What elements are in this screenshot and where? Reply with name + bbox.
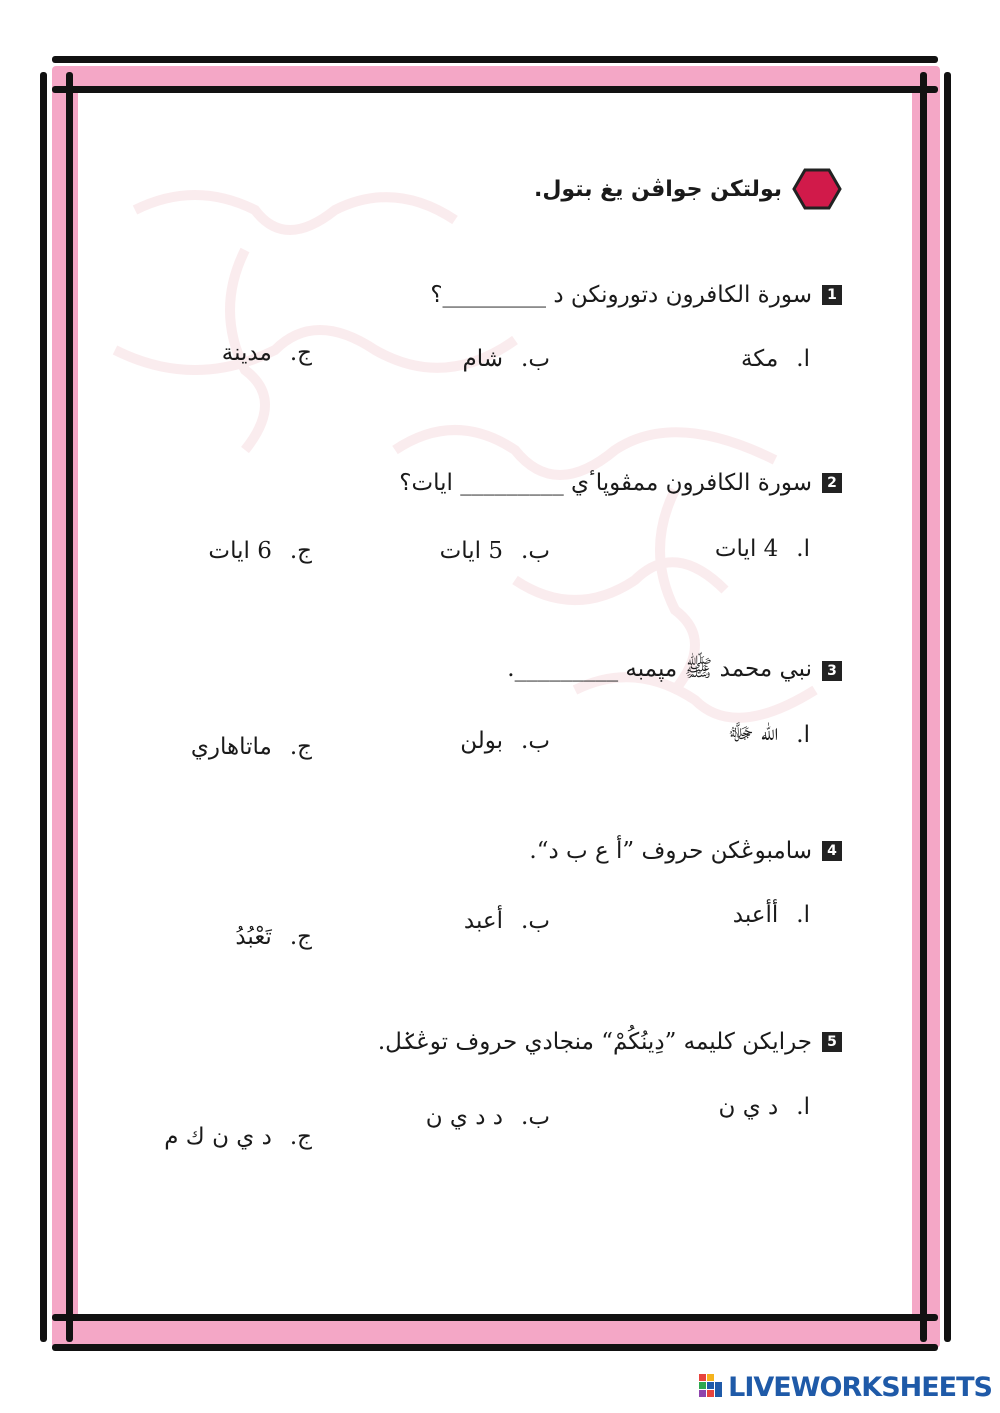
- instruction-title: بولتكن جواڤن يغ بتول.: [533, 176, 782, 202]
- option-letter: ب.: [521, 538, 550, 564]
- frame-line: [944, 72, 951, 1342]
- option-text: الله ﷻ: [727, 720, 779, 746]
- option-text: د ي ن: [718, 1094, 779, 1120]
- option-c[interactable]: [164, 1124, 312, 1150]
- option-letter: ج.: [289, 924, 312, 950]
- option-letter: ا.: [796, 1094, 810, 1120]
- option-letter: ا.: [796, 722, 810, 748]
- option-c[interactable]: [208, 538, 312, 564]
- brand-text: LIVEWORKSHEETS: [728, 1372, 992, 1403]
- option-c[interactable]: [222, 340, 312, 366]
- option-letter: ب.: [521, 908, 550, 934]
- option-letter: ج.: [289, 734, 312, 760]
- option-c[interactable]: [235, 924, 312, 950]
- option-letter: ج.: [289, 538, 312, 564]
- option-b[interactable]: [426, 1104, 550, 1130]
- question-1: [430, 282, 842, 308]
- option-letter: ج.: [289, 1124, 312, 1150]
- question-text: جرايكن كليمه ”دِينُكُمْ“ منجادي حروف توڠݢل.: [377, 1029, 812, 1055]
- option-text: 4 ايات: [714, 536, 779, 562]
- frame-line: [66, 72, 73, 1342]
- question-4: [529, 838, 842, 864]
- option-text: أأعبد: [732, 902, 779, 928]
- option-letter: ج.: [289, 340, 312, 366]
- option-b[interactable]: [464, 908, 550, 934]
- option-text: شام: [462, 346, 504, 372]
- frame-line: [920, 72, 927, 1342]
- option-a[interactable]: [733, 902, 810, 928]
- question-number: 4: [822, 841, 842, 861]
- option-text: مدينة: [221, 340, 272, 366]
- option-text: 5 ايات: [439, 538, 504, 564]
- question-text: نبي محمد ﷺ مپمبه _________.: [507, 656, 812, 682]
- instruction-header: [534, 168, 842, 210]
- frame-line: [40, 72, 47, 1342]
- question-number: 3: [822, 661, 842, 681]
- option-text: د ي ن ك م: [164, 1124, 272, 1150]
- question-3: [507, 654, 842, 688]
- question-number: 2: [822, 473, 842, 493]
- option-a[interactable]: [715, 536, 810, 562]
- question-5: [378, 1024, 842, 1060]
- option-b[interactable]: [463, 346, 551, 372]
- liveworksheets-icon: [698, 1373, 724, 1403]
- liveworksheets-logo: [698, 1372, 992, 1403]
- option-letter: ب.: [521, 728, 550, 754]
- option-b[interactable]: [460, 728, 550, 754]
- question-text: سورة الكافرون دتورونكن د _________؟: [430, 282, 812, 308]
- option-text: د د ي ن: [425, 1104, 504, 1130]
- option-text: مكة: [740, 346, 779, 372]
- option-text: ماتاهاري: [190, 734, 272, 760]
- frame-line: [52, 86, 938, 93]
- question-text: سورة الكافرون ممڤوڽاٴي _________ ايات؟: [399, 470, 812, 496]
- option-b[interactable]: [440, 538, 550, 564]
- question-number: 1: [822, 285, 842, 305]
- question-number: 5: [822, 1032, 842, 1052]
- question-2: [399, 470, 842, 496]
- option-text: 6 ايات: [208, 538, 272, 564]
- hexagon-icon: [792, 168, 842, 210]
- option-letter: ا.: [796, 536, 810, 562]
- option-letter: ب.: [521, 346, 550, 372]
- question-text: سامبوڠكن حروف ”أ ع ب د“.: [529, 838, 812, 864]
- option-letter: ب.: [521, 1104, 550, 1130]
- option-text: بولن: [460, 728, 504, 754]
- option-letter: ا.: [796, 902, 810, 928]
- option-a[interactable]: [719, 1094, 810, 1120]
- option-text: أعبد: [463, 908, 504, 934]
- frame-line: [52, 56, 938, 63]
- option-letter: ا.: [796, 346, 810, 372]
- frame-line: [52, 1344, 938, 1351]
- frame-line: [52, 1314, 938, 1321]
- option-c[interactable]: [191, 734, 312, 760]
- option-a[interactable]: [728, 718, 810, 752]
- option-text: تَعْبُدُ: [235, 924, 272, 950]
- option-a[interactable]: [741, 346, 810, 372]
